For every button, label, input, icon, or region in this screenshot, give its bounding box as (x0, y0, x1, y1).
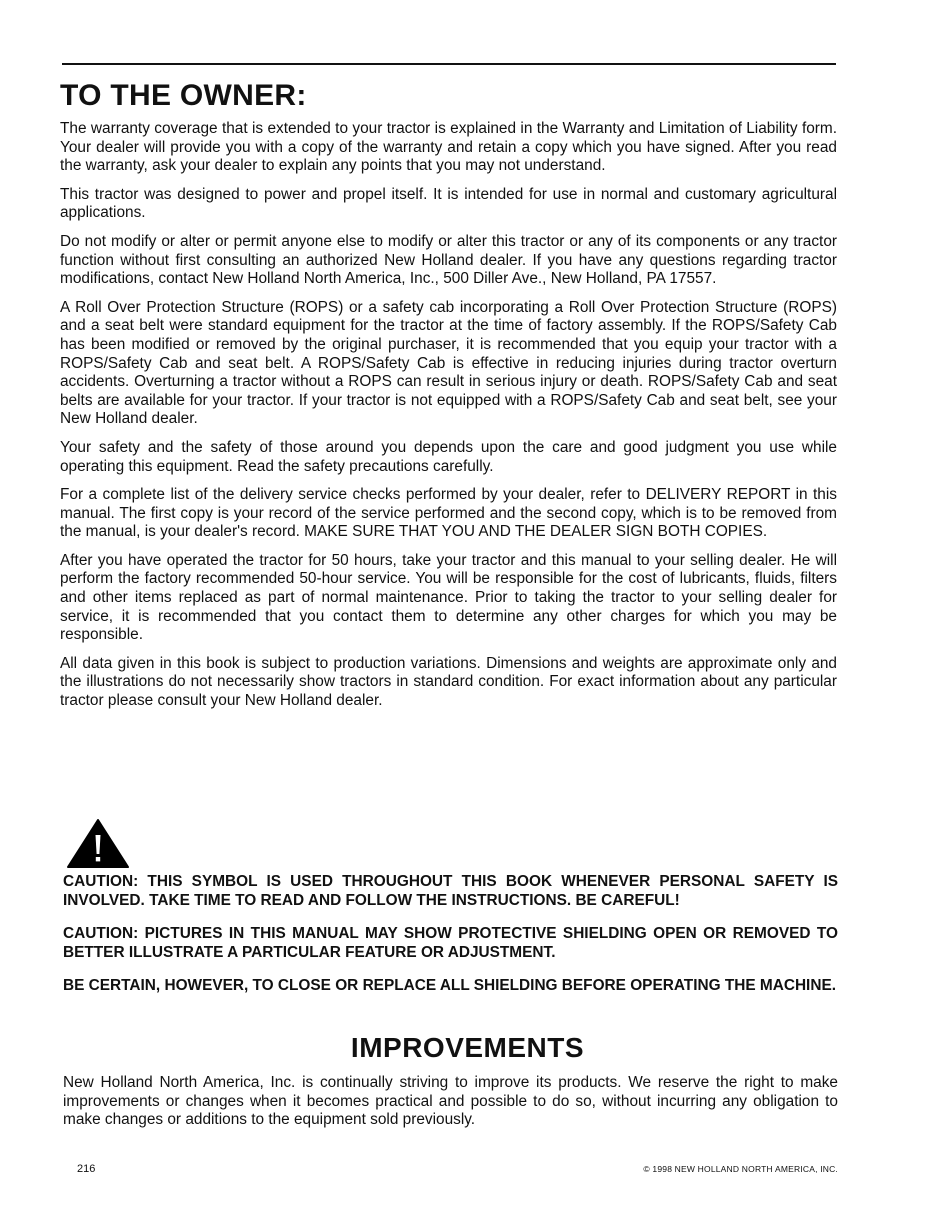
paragraph-delivery: For a complete list of the delivery service checks performed by your dealer, refer to DELIVERY REPORT in this manual. The first copy is your record of the service performed and the second copy, which is to be removed from the manual, is your dealer's record. MAKE SURE THAT YOU AND THE DEALER SIGN BOTH COPIES. (60, 486, 837, 541)
paragraph-rops: A Roll Over Protection Structure (ROPS) or a safety cab incorporating a Roll Over Protection Structure (ROPS) and a seat belt were standard equipment for the tractor at the time of factory assembly. If the ROPS/Safety Cab has been modified or removed by the original purchaser, it is recommended that you equip your tractor with a ROPS/Safety Cab and seat belt. A ROPS/Safety Cab is effective in reducing injuries during tractor overturn accidents. Overturning a tractor without a ROPS can result in serious injury or death. ROPS/Safety Cab and seat belts are available for your tractor. If your tractor is not equipped with a ROPS/Safety Cab and seat belt, see your New Holland dealer. (60, 298, 837, 428)
caution-shielding-text: CAUTION: PICTURES IN THIS MANUAL MAY SHOW PROTECTIVE SHIELDING OPEN OR REMOVED TO BETTER ILLUSTRATE A PARTICULAR FEATURE OR ADJUSTMENT. (63, 925, 838, 961)
paragraph-safety: Your safety and the safety of those around you depends upon the care and good judgment you use while operating this equipment. Read the safety precautions carefully. (60, 438, 837, 475)
paragraph-50-hour-service: After you have operated the tractor for 50 hours, take your tractor and this manual to your selling dealer. He will perform the factory recommended 50-hour service. You will be responsible for the cost of lubricants, fluids, filters and other items replaced as part of normal maintenance. Prior to taking the tractor to your selling dealer for service, it is recommended that you contact them to determine any other charges for which you may be responsible. (60, 551, 837, 644)
caution-section (63, 873, 838, 1011)
top-rule (62, 63, 836, 65)
caution-close-shielding-text: BE CERTAIN, HOWEVER, TO CLOSE OR REPLACE ALL SHIELDING BEFORE OPERATING THE MACHINE. (63, 977, 836, 995)
page-number: 216 (77, 1163, 96, 1175)
paragraph-warranty: The warranty coverage that is extended to your tractor is explained in the Warranty and Limitation of Liability form. Your dealer will provide you with a copy of the warranty and retain a copy which you have signed. After you read the warranty, ask your dealer to explain any points that you may not understand. (60, 120, 837, 175)
page-title: TO THE OWNER: (60, 79, 307, 112)
paragraph-design: This tractor was designed to power and propel itself. It is intended for use in normal and customary agricultural applications. (60, 185, 837, 222)
warning-triangle-icon (66, 818, 130, 868)
paragraph-modifications: Do not modify or alter or permit anyone else to modify or alter this tractor or any of its components or any tractor function without first consulting an authorized New Holland dealer. If you have any questions regarding tractor modifications, contact New Holland North America, Inc., 500 Diller Ave., New Holland, PA 17557. (60, 232, 837, 288)
owner-section (60, 120, 837, 721)
improvements-body: New Holland North America, Inc. is continually striving to improve its products. We reserve the right to make improvements or changes when it becomes practical and possible to do so, without incurring any obligation to make changes or additions to the equipment sold previously. (63, 1074, 838, 1129)
caution-symbol-text: CAUTION: THIS SYMBOL IS USED THROUGHOUT THIS BOOK WHENEVER PERSONAL SAFETY IS INVOLVED. TAKE TIME TO READ AND FOLLOW THE INSTRUCTIONS. BE CAREFUL! (63, 873, 838, 909)
paragraph-data: All data given in this book is subject to production variations. Dimensions and weights are approximate only and the illustrations do not necessarily show tractors in standard condition. For exact information about any particular tractor please consult your New Holland dealer. (60, 654, 837, 710)
improvements-title: IMPROVEMENTS (350, 1032, 585, 1063)
copyright-notice: © 1998 NEW HOLLAND NORTH AMERICA, INC. (643, 1164, 838, 1174)
